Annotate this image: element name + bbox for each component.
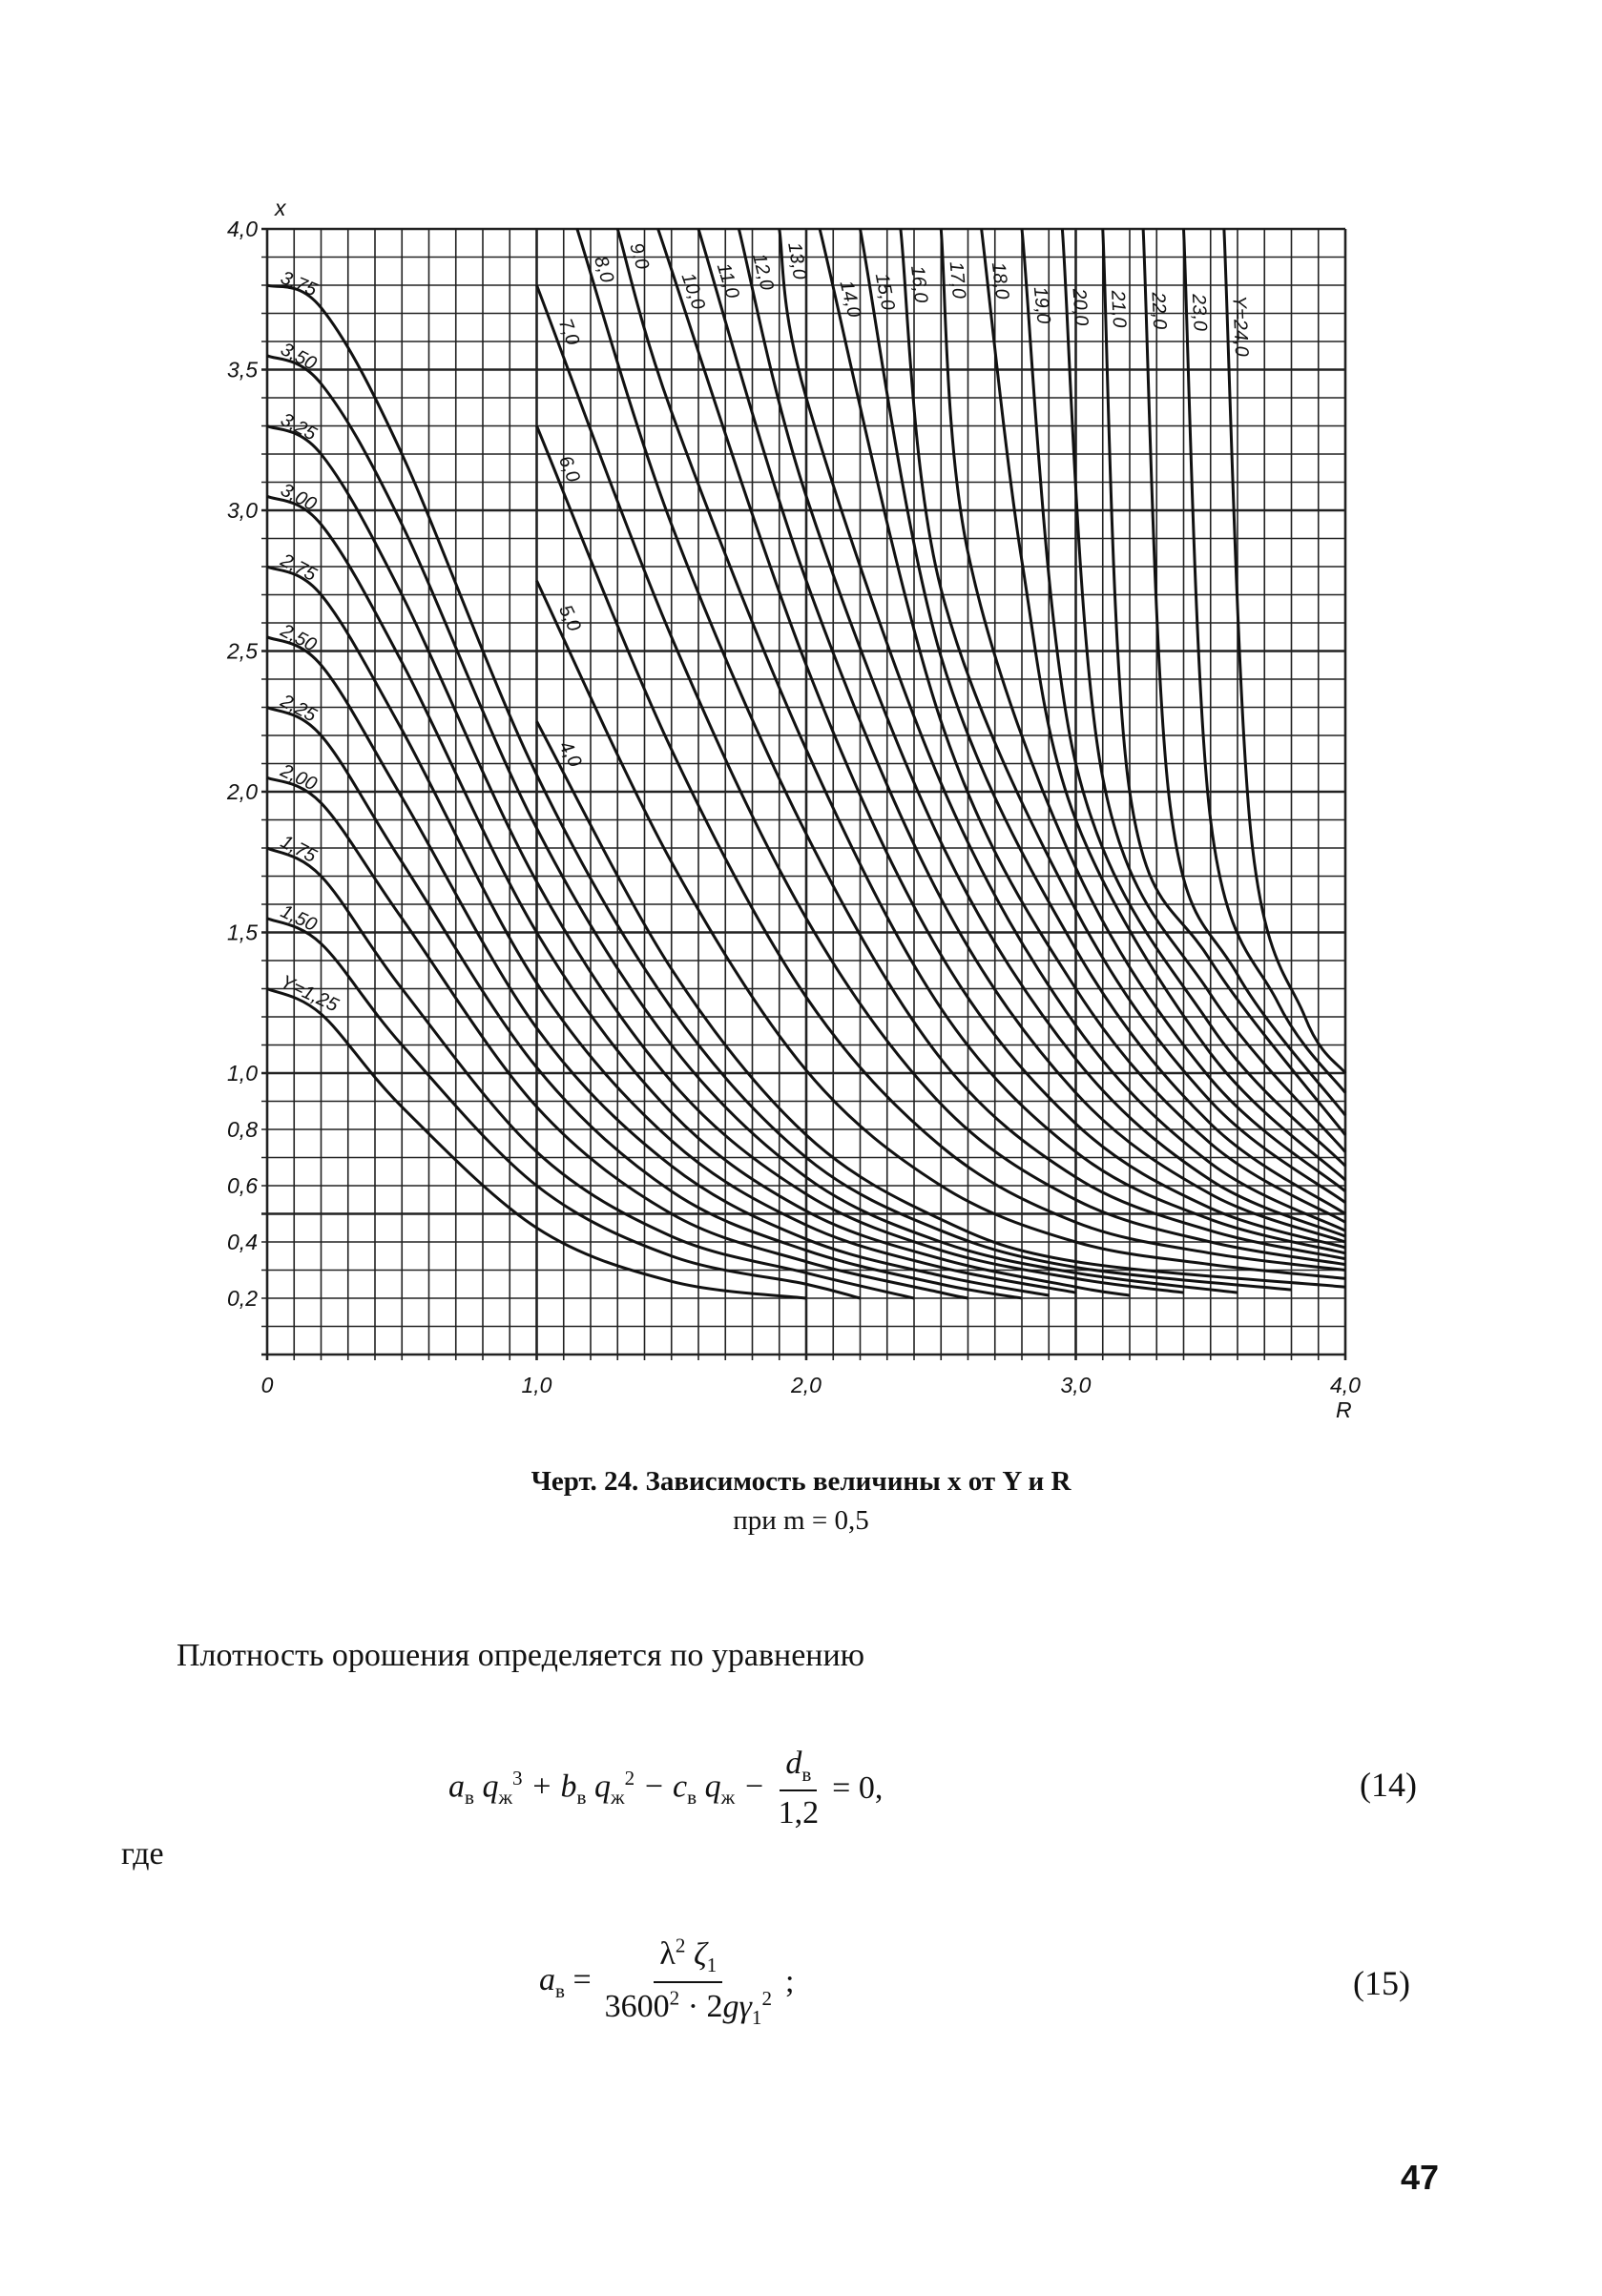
series-label: 1,50: [277, 900, 321, 937]
series-label: 21,0: [1107, 289, 1130, 328]
x-tick-label: 2,0: [791, 1373, 822, 1397]
x-tick-label: 4,0: [1330, 1373, 1361, 1397]
equation-15-number: (15): [1353, 1964, 1410, 2002]
y-tick-label: 4,0: [227, 217, 258, 241]
where-text: где: [121, 1836, 164, 1872]
series-label: 3,50: [277, 339, 321, 375]
series-label: 4,0: [554, 737, 586, 772]
series-label: 18,0: [987, 260, 1013, 301]
series-label: 9,0: [625, 240, 654, 273]
paragraph-text: Плотность орошения определяется по уравнению: [177, 1638, 865, 1673]
series-label: 19,0: [1029, 285, 1054, 325]
series-label: 15,0: [870, 271, 899, 312]
y-tick-label: 3,0: [227, 498, 258, 523]
series-label: 11,0: [712, 260, 743, 301]
series-label: 6,0: [553, 452, 584, 486]
series-label: 5,0: [553, 601, 585, 635]
series-line: [617, 229, 1345, 1253]
y-tick-label: 0,8: [227, 1117, 258, 1142]
y-tick-label: 1,0: [227, 1061, 258, 1086]
equation-14-number: (14): [1360, 1766, 1417, 1804]
series-label: 14,0: [835, 278, 865, 320]
series-line: [739, 229, 1345, 1236]
series-label: 13,0: [783, 240, 811, 281]
y-tick-label: 3,5: [227, 357, 258, 383]
x-tick-label: 1,0: [521, 1373, 552, 1397]
series-label: 2,75: [277, 549, 321, 586]
y-tick-label: 0,6: [227, 1173, 258, 1198]
y-tick-label: 2,5: [227, 638, 258, 664]
equation-14: $a_в$ $q_ж^3 + b_в$ $q_ж^2 - c_в$ $q_ж$ − $\frac{d_в}{1,2}$ = 0,: [448, 1745, 884, 1831]
series-label: 16,0: [905, 264, 932, 304]
series-label: 22,0: [1147, 291, 1171, 330]
y-tick-label: 0,2: [227, 1286, 258, 1311]
series-label: Y=1,25: [277, 971, 342, 1017]
series-label: 17,0: [945, 260, 969, 300]
chart-grid: [261, 229, 1345, 1360]
series-label: 3,25: [277, 408, 321, 445]
chart-title: Черт. 24. Зависимость величины x от Y и R: [531, 1466, 1071, 1497]
series-label: 3,00: [277, 479, 321, 516]
series-label: 10,0: [676, 270, 709, 313]
series-label: 3,75: [277, 267, 321, 301]
y-tick-label: 1,5: [227, 920, 258, 945]
series-line: [1103, 229, 1345, 1135]
x-tick-label: 0: [260, 1373, 274, 1397]
y-tick-label: 2,0: [227, 779, 258, 804]
series-label: 12,0: [748, 251, 778, 293]
series-label: 2,00: [277, 760, 321, 796]
series-label: 20,0: [1068, 287, 1092, 327]
series-line: [1143, 229, 1345, 1115]
x-tick-label: 3,0: [1060, 1373, 1092, 1397]
chart: [172, 181, 1412, 1450]
y-tick-label: 0,4: [227, 1230, 258, 1254]
x-axis-label: R: [1336, 1397, 1352, 1422]
series-label: 23,0: [1187, 293, 1211, 332]
series-label: 8,0: [589, 254, 618, 286]
equation-15: $a_в$ = $\frac{\lambda^2 \zeta_1}{3600^2 \cdot 2g\gamma_1^2}$ ;: [539, 1934, 795, 2030]
series-label: Y=24,0: [1228, 295, 1253, 358]
series-label: 7,0: [553, 316, 584, 349]
chart-subtitle: при m = 0,5: [733, 1505, 869, 1536]
series-label: 2,50: [277, 620, 321, 656]
page-number: 47: [1401, 2158, 1440, 2197]
series-label: 1,75: [277, 831, 321, 867]
series-label: 2,25: [277, 690, 321, 727]
y-axis-label: x: [275, 196, 286, 220]
